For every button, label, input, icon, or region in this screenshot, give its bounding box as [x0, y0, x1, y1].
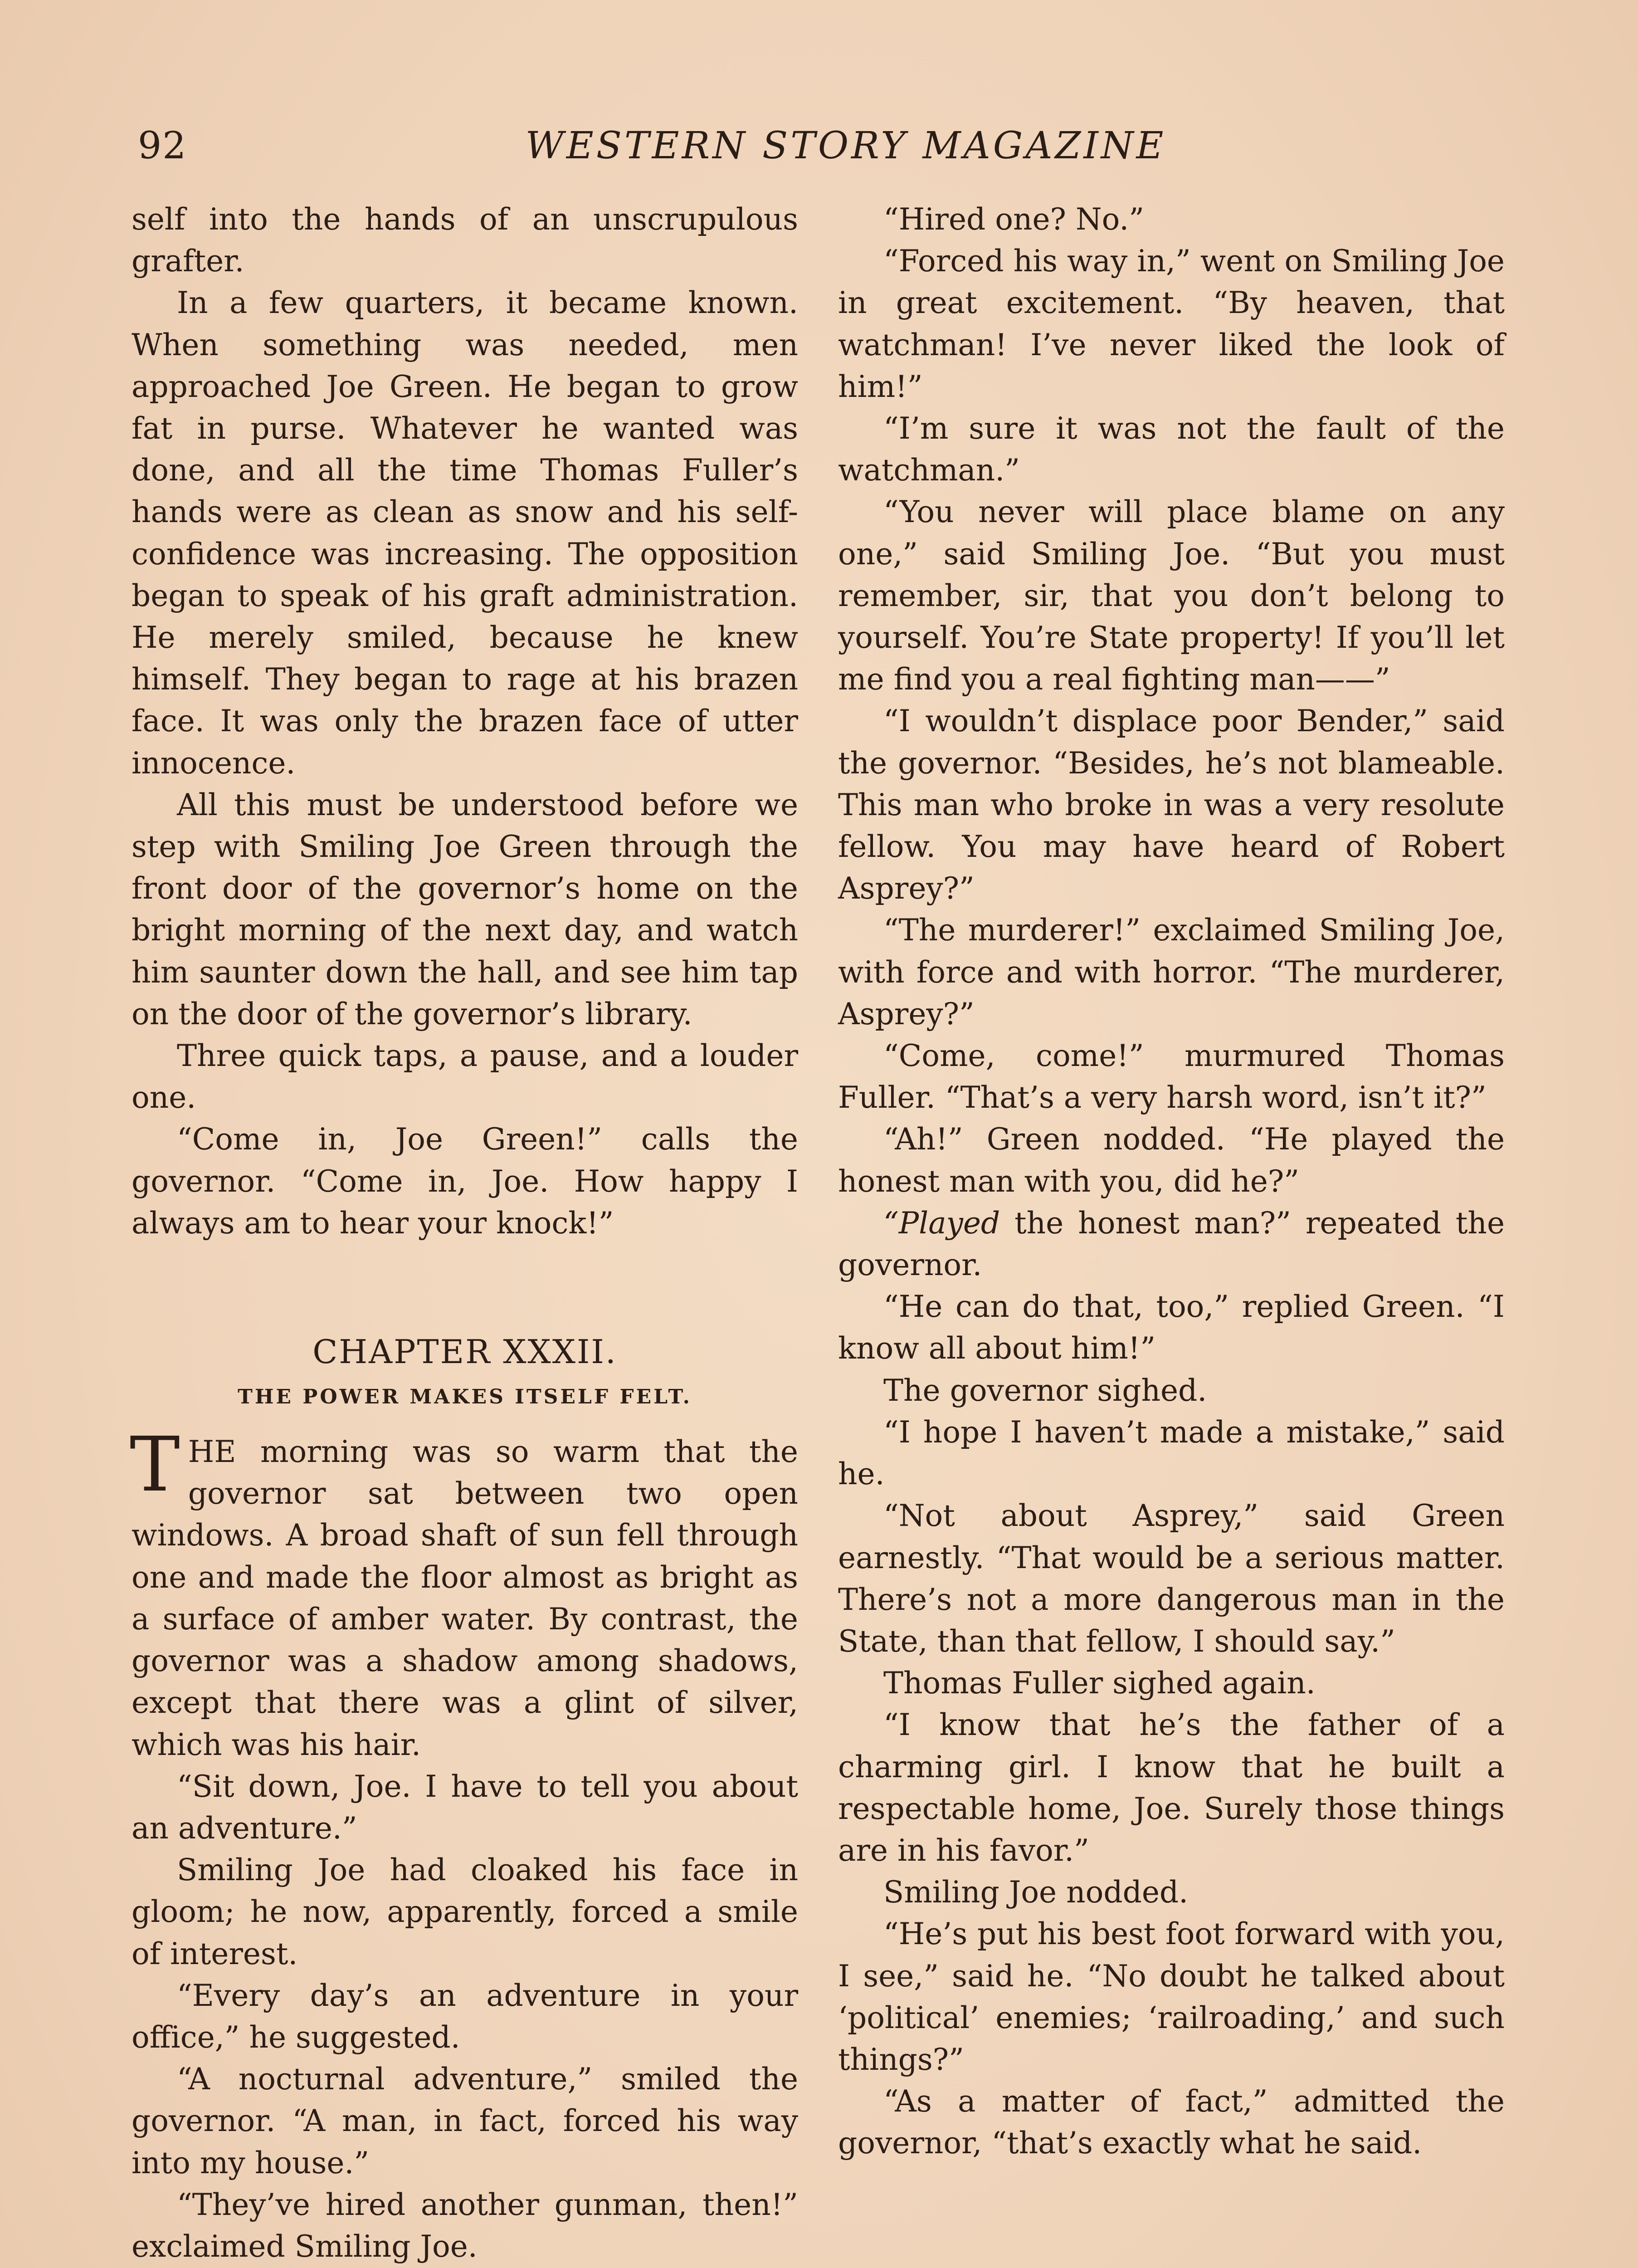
paragraph: The governor sighed.: [883, 1373, 1207, 1408]
opening-paragraph: [130, 1421, 798, 1766]
paragraph: “He can do that, too,” replied Green. “I know all about him!”: [838, 1289, 1505, 1366]
paragraph: “I know that he’s the father of a charming girl. I know that he built a respectable home, Joe. Surely those things are in his favor.”: [838, 1707, 1505, 1868]
page-number: 92: [138, 124, 187, 167]
chapter-title: CHAPTER XXXII.: [312, 1333, 617, 1371]
paragraph: “He’s put his best foot forward with you, I see,” said he. “No doubt he talked about ‘political’ enemies; ‘railroading,’ and such things?”: [838, 1916, 1505, 2077]
paragraph: [838, 1202, 1505, 1286]
paragraph: Smiling Joe had cloaked his face in gloom; he now, apparently, forced a smile of interest.: [132, 1853, 798, 1971]
paragraph-text: the honest man?” repeated the governor.: [838, 1205, 1505, 1283]
paragraph: “Hired one? No.”: [883, 202, 1144, 237]
italic-emphasis: “Played: [883, 1205, 1000, 1241]
right-column: [838, 199, 1505, 2165]
paragraph: “They’ve hired another gunman, then!” exclaimed Smiling Joe.: [132, 2187, 798, 2264]
paragraph: In a few quarters, it became known. When something was needed, men approached Joe Green. He began to grow fat in purse. Whatever he wanted was done, and all the time Thomas Fuller’s hands were as clean as snow and his self-confidence was increasing. The opposition began to speak of his graft administration. He merely smiled, because he knew himself. They began to rage at his brazen face. It was only the brazen face of utter innocence.: [132, 285, 798, 781]
paragraph: “The murderer!” exclaimed Smiling Joe, with force and with horror. “The murderer, Asprey?”: [838, 913, 1505, 1031]
drop-cap: T: [130, 1421, 180, 1509]
paragraph: “A nocturnal adventure,” smiled the governor. “A man, in fact, forced his way into my house.”: [132, 2062, 798, 2180]
chapter-subtitle: THE POWER MAKES ITSELF FELT.: [238, 1385, 692, 1409]
left-column: [132, 199, 798, 2268]
paragraph: self into the hands of an unscrupulous grafter.: [132, 202, 798, 279]
paragraph: “Ah!” Green nodded. “He played the honest man with you, did he?”: [838, 1122, 1505, 1199]
paragraph: Smiling Joe nodded.: [883, 1875, 1189, 1910]
paragraph: “Forced his way in,” went on Smiling Joe in great excitement. “By heaven, that watchman! I’ve never liked the look of him!”: [838, 244, 1505, 404]
paragraph: “As a matter of fact,” admitted the governor, “that’s exactly what he said.: [838, 2084, 1505, 2161]
page-header: [132, 119, 1487, 182]
opening-paragraph-text: HE morning was so warm that the governor sat between two open windows. A broad shaft of sun fell through one and made the floor almost as bright as a surface of amber water. By contrast, the governor was a shadow among shadows, except that there was a glint of silver, which was his hair.: [132, 1434, 798, 1762]
paragraph: “Not about Asprey,” said Green earnestly. “That would be a serious matter. There’s not a more dangerous man in the State, than that fellow, I should say.”: [838, 1498, 1505, 1659]
chapter-heading: [132, 1327, 798, 1418]
paragraph: “I wouldn’t displace poor Bender,” said the governor. “Besides, he’s not blameable. This man who broke in was a very resolute fellow. You may have heard of Robert Asprey?”: [838, 704, 1505, 906]
paragraph: “Come, come!” murmured Thomas Fuller. “That’s a very harsh word, isn’t it?”: [838, 1038, 1505, 1115]
paragraph: Three quick taps, a pause, and a louder one.: [132, 1038, 798, 1115]
paragraph: Thomas Fuller sighed again.: [883, 1666, 1316, 1701]
paragraph: “You never will place blame on any one,” said Smiling Joe. “But you must remember, sir, that you don’t belong to yourself. You’re State property! If you’ll let me find you a real fighting man——”: [838, 494, 1505, 697]
paragraph: “Sit down, Joe. I have to tell you about an adventure.”: [132, 1769, 798, 1846]
paragraph: “Every day’s an adventure in your office,” he suggested.: [132, 1978, 798, 2055]
paragraph: “I hope I haven’t made a mistake,” said he.: [838, 1414, 1505, 1492]
paragraph: “Come in, Joe Green!” calls the governor. “Come in, Joe. How happy I always am to hear your knock!”: [132, 1122, 798, 1241]
paragraph: “I’m sure it was not the fault of the watchman.”: [838, 411, 1505, 488]
paragraph: All this must be understood before we step with Smiling Joe Green through the front door of the governor’s home on the bright morning of the next day, and watch him saunter down the hall, and see him tap on the door of the governor’s library.: [132, 787, 798, 1031]
magazine-title: WESTERN STORY MAGAZINE: [525, 124, 1166, 167]
